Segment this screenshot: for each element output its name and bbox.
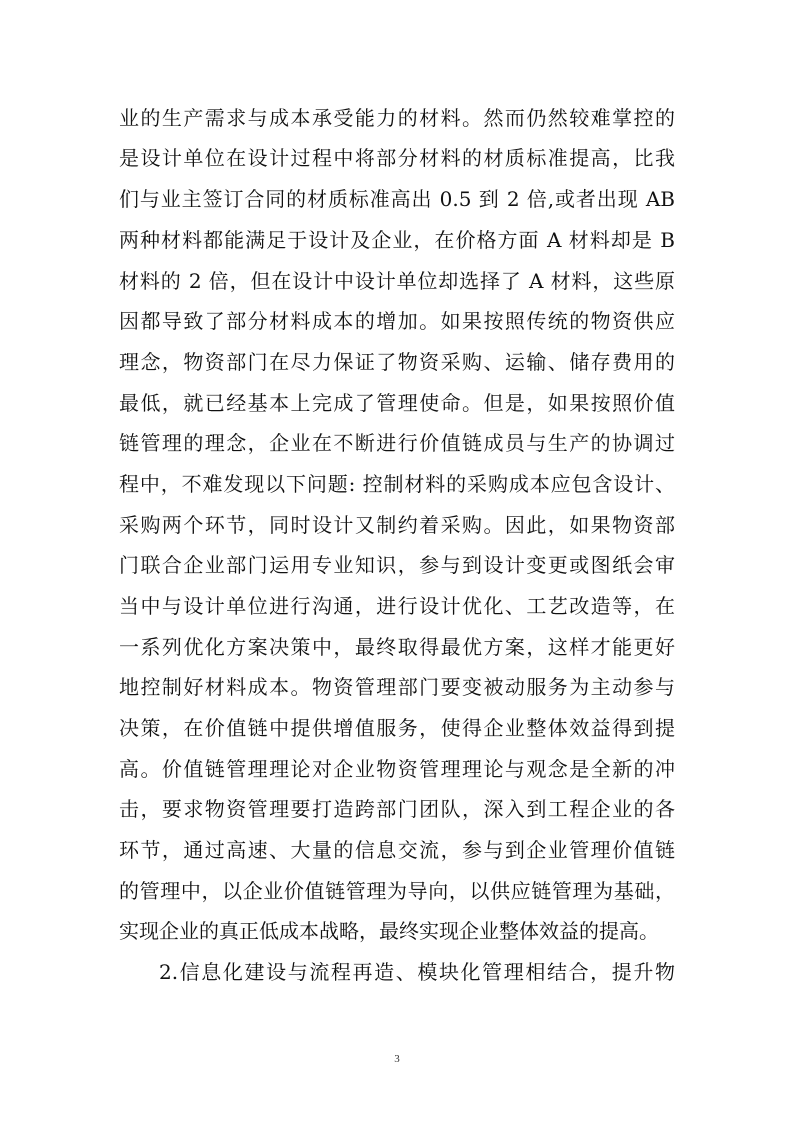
body-text-line: 链管理的理念，企业在不断进行价值链成员与生产的协调过 (119, 431, 675, 455)
body-text-line: 击，要求物资管理要打造跨部门团队，深入到工程企业的各 (119, 797, 675, 821)
body-text-line: 最低，就已经基本上完成了管理使命。但是，如果按照价值 (119, 391, 675, 415)
body-text-line: 高。价值链管理理论对企业物资管理理论与观念是全新的冲 (119, 757, 675, 781)
body-text-line: 程中，不难发现以下问题: 控制材料的采购成本应包含设计、 (119, 472, 675, 496)
body-text-line: 的管理中，以企业价值链管理为导向，以供应链管理为基础， (119, 879, 675, 903)
body-text-line: 地控制好材料成本。物资管理部门要变被动服务为主动参与 (119, 675, 675, 699)
body-text-line: 当中与设计单位进行沟通，进行设计优化、工艺改造等，在 (119, 594, 675, 618)
section-heading-line: 2.信息化建设与流程再造、模块化管理相结合，提升物 (159, 960, 675, 984)
body-text-line: 采购两个环节，同时设计又制约着采购。因此，如果物资部 (119, 513, 675, 537)
body-text-line: 是设计单位在设计过程中将部分材料的材质标准提高，比我 (119, 146, 675, 170)
body-text-line: 业的生产需求与成本承受能力的材料。然而仍然较难掌控的 (119, 106, 675, 130)
body-text-line: 一系列优化方案决策中，最终取得最优方案，这样才能更好 (119, 635, 675, 659)
body-text-line: 因都导致了部分材料成本的增加。如果按照传统的物资供应 (119, 309, 675, 333)
body-text-line: 理念，物资部门在尽力保证了物资采购、运输、储存费用的 (119, 350, 675, 374)
body-text-line: 们与业主签订合同的材质标准高出 0.5 到 2 倍,或者出现 AB (119, 187, 675, 211)
body-text-line: 决策，在价值链中提供增值服务，使得企业整体效益得到提 (119, 716, 675, 740)
body-text-line: 材料的 2 倍，但在设计中设计单位却选择了 A 材料，这些原 (119, 269, 675, 293)
body-text-line: 两种材料都能满足于设计及企业，在价格方面 A 材料却是 B (119, 228, 675, 252)
body-text-line: 门联合企业部门运用专业知识，参与到设计变更或图纸会审 (119, 553, 675, 577)
body-text-line: 实现企业的真正低成本战略，最终实现企业整体效益的提高。 (119, 919, 659, 943)
body-text-line: 环节，通过高速、大量的信息交流，参与到企业管理价值链 (119, 838, 675, 862)
page-number: 3 (394, 1053, 400, 1065)
